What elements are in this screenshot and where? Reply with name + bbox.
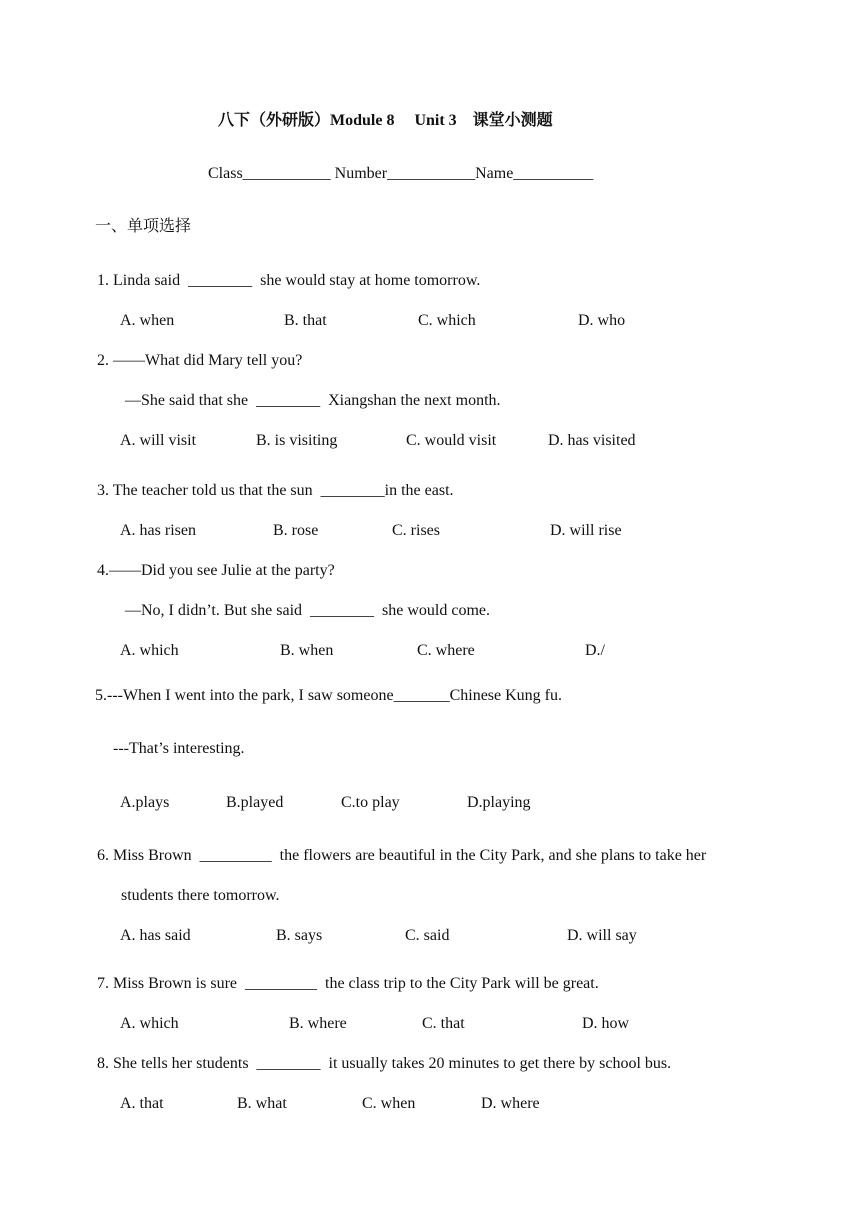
question-7-option-c: C. that xyxy=(422,1015,465,1032)
question-1-option-c: C. which xyxy=(418,312,476,329)
question-6-option-a: A. has said xyxy=(120,927,191,944)
question-6-option-b: B. says xyxy=(276,927,323,944)
question-1-option-a: A. when xyxy=(120,312,175,329)
question-4-option-b: B. when xyxy=(280,642,334,659)
question-6-text-continued: students there tomorrow. xyxy=(121,887,280,904)
question-4-option-a: A. which xyxy=(120,642,179,659)
question-3-option-b: B. rose xyxy=(273,522,319,539)
question-7-option-a: A. which xyxy=(120,1015,179,1032)
question-7-option-b: B. where xyxy=(289,1015,347,1032)
question-5-option-c: C.to play xyxy=(341,794,400,811)
question-5-reply: ---That’s interesting. xyxy=(113,740,245,757)
question-5-option-d: D.playing xyxy=(467,794,531,811)
question-4-option-c: C. where xyxy=(417,642,475,659)
question-1-option-d: D. who xyxy=(578,312,626,329)
question-4-text: 4.——Did you see Julie at the party? xyxy=(97,562,335,579)
question-2-option-b: B. is visiting xyxy=(256,432,338,449)
question-8-text: 8. She tells her students ________ it usually takes 20 minutes to get there by school bus. xyxy=(97,1055,672,1072)
question-3-option-c: C. rises xyxy=(392,522,440,539)
question-1-option-b: B. that xyxy=(284,312,327,329)
question-3-option-d: D. will rise xyxy=(550,522,622,539)
question-4-reply: —No, I didn’t. But she said ________ she would come. xyxy=(125,602,491,619)
question-2-reply: —She said that she ________ Xiangshan the next month. xyxy=(125,392,501,409)
question-2-option-d: D. has visited xyxy=(548,432,636,449)
question-6-option-d: D. will say xyxy=(567,927,637,944)
question-6-text: 6. Miss Brown _________ the flowers are beautiful in the City Park, and she plans to take her xyxy=(97,847,707,864)
question-2-option-a: A. will visit xyxy=(120,432,197,449)
page-title: 八下（外研版）Module 8 Unit 3 课堂小测题 xyxy=(218,112,553,129)
question-8-option-c: C. when xyxy=(362,1095,416,1112)
question-7-text: 7. Miss Brown is sure _________ the class trip to the City Park will be great. xyxy=(97,975,599,992)
question-2-text: 2. ——What did Mary tell you? xyxy=(97,352,303,369)
question-3-text: 3. The teacher told us that the sun ________in the east. xyxy=(97,482,454,499)
question-8-option-d: D. where xyxy=(481,1095,540,1112)
question-3-option-a: A. has risen xyxy=(120,522,196,539)
question-5-text: 5.---When I went into the park, I saw someone_______Chinese Kung fu. xyxy=(95,687,562,704)
question-1-text: 1. Linda said ________ she would stay at home tomorrow. xyxy=(97,272,481,289)
question-6-option-c: C. said xyxy=(405,927,450,944)
question-5-option-a: A.plays xyxy=(120,794,170,811)
student-info-line: Class___________ Number___________Name__________ xyxy=(208,165,594,182)
question-4-option-d: D./ xyxy=(585,642,605,659)
question-8-option-a: A. that xyxy=(120,1095,164,1112)
question-5-option-b: B.played xyxy=(226,794,284,811)
question-7-option-d: D. how xyxy=(582,1015,630,1032)
section-heading: 一、单项选择 xyxy=(95,218,192,235)
question-2-option-c: C. would visit xyxy=(406,432,497,449)
question-8-option-b: B. what xyxy=(237,1095,287,1112)
